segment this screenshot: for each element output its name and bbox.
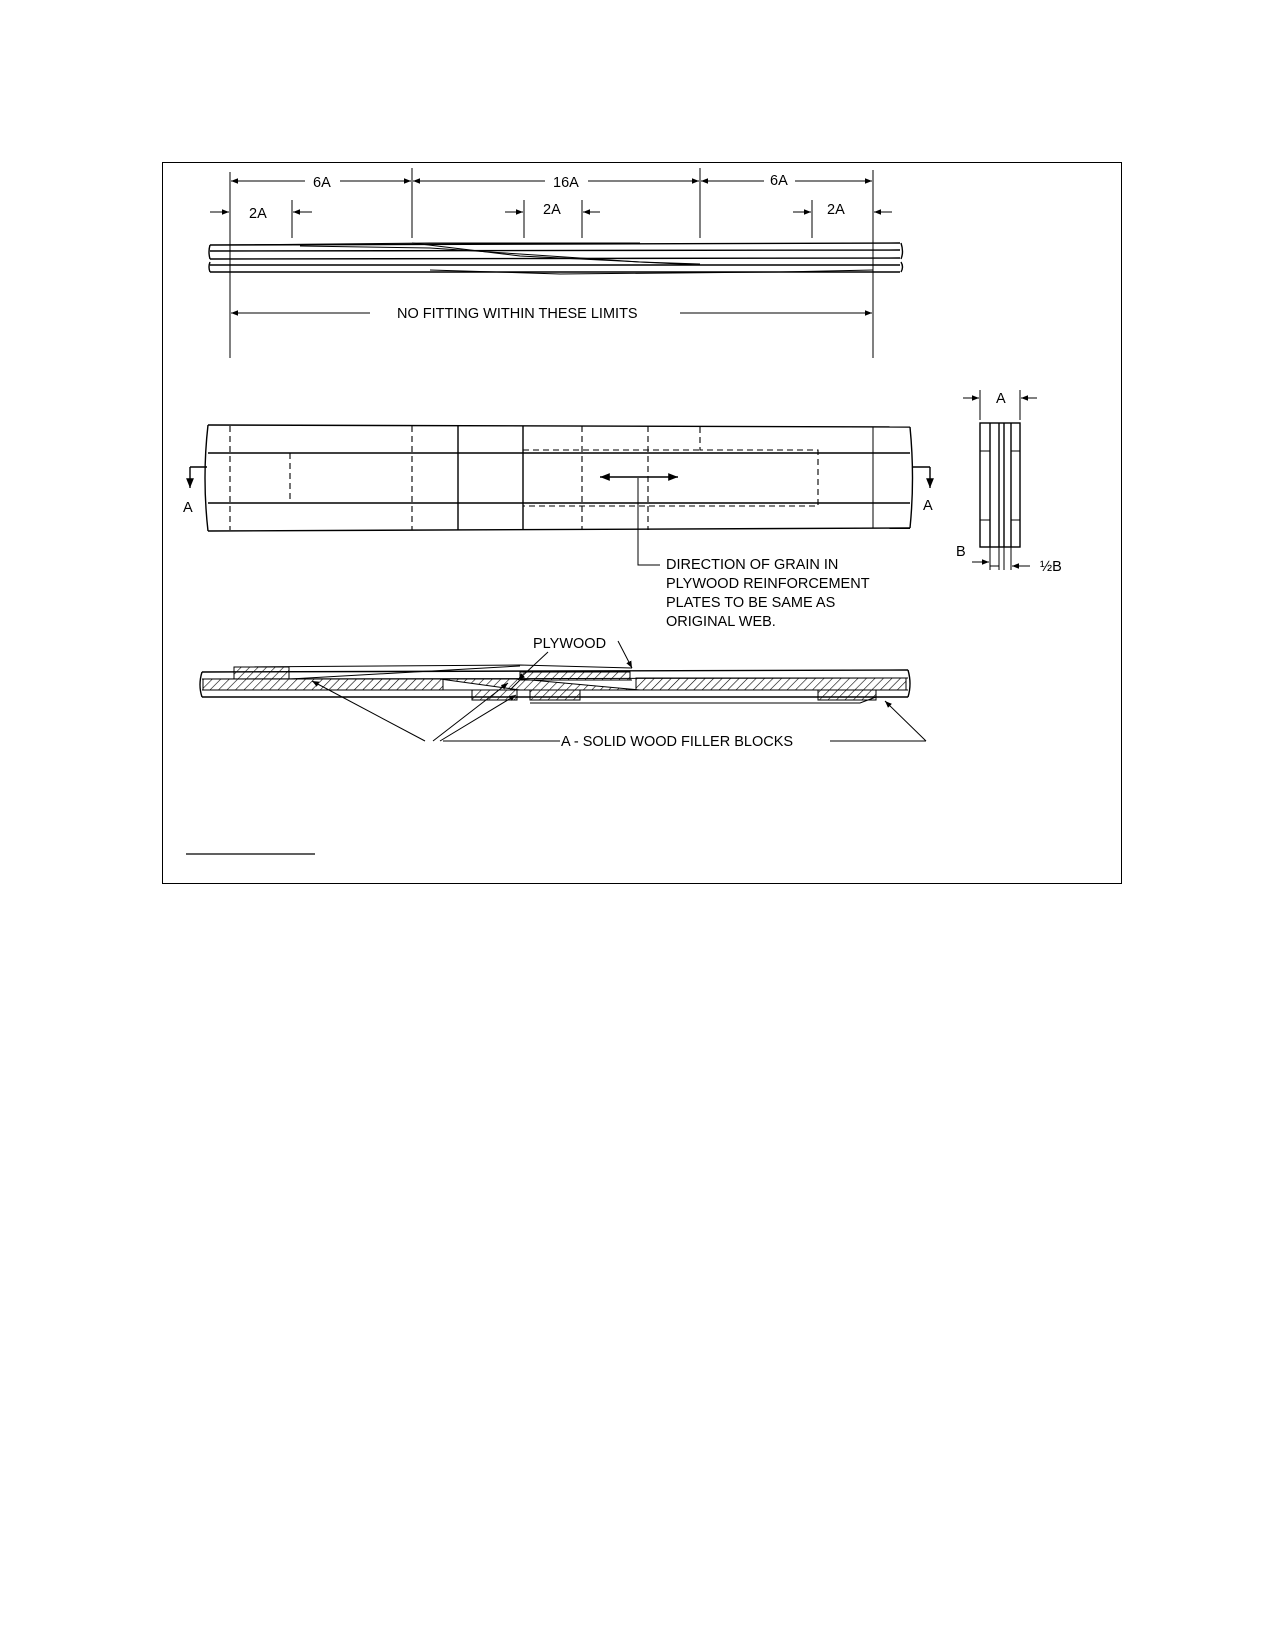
section-half-b-label: ½B (1040, 559, 1062, 575)
dim-6a-right: 6A (770, 173, 788, 189)
dim-2a-right: 2A (827, 202, 845, 218)
dim-6a-left: 6A (313, 175, 331, 191)
top-view (183, 425, 933, 565)
no-fitting-label: NO FITTING WITHIN THESE LIMITS (397, 306, 638, 322)
grain-note (666, 557, 870, 630)
section-a-a (956, 390, 1062, 575)
grain-note-line-4: ORIGINAL WEB. (666, 614, 776, 630)
grain-note-line-3: PLATES TO BE SAME AS (666, 595, 836, 611)
section-elevation (200, 636, 926, 750)
dim-2a-left: 2A (249, 206, 267, 222)
section-width-label: A (996, 391, 1006, 407)
section-mark-right: A (923, 498, 933, 514)
plywood-label: PLYWOOD (533, 636, 607, 652)
grain-note-line-2: PLYWOOD REINFORCEMENT (666, 576, 870, 592)
section-b-label: B (956, 544, 966, 560)
no-fitting-dimension (231, 306, 872, 322)
section-mark-left: A (183, 500, 193, 516)
grain-note-line-1: DIRECTION OF GRAIN IN (666, 557, 839, 573)
dim-16a: 16A (553, 175, 579, 191)
filler-blocks-label: A - SOLID WOOD FILLER BLOCKS (561, 734, 794, 750)
side-view (209, 168, 903, 358)
dim-2a-center: 2A (543, 202, 561, 218)
